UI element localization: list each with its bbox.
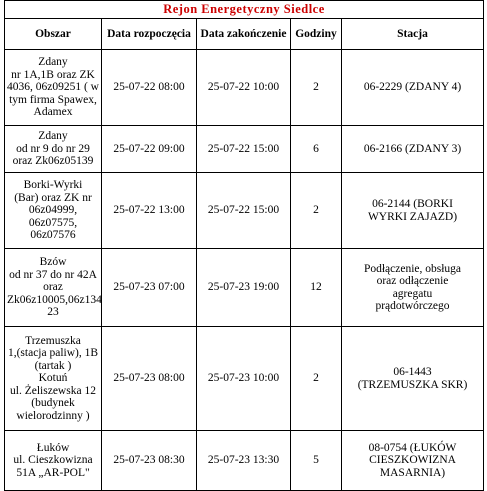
cell-end: 25-07-22 10:00: [197, 50, 291, 126]
cell-start: 25-07-22 08:00: [102, 50, 197, 126]
cell-start: 25-07-23 08:00: [102, 327, 197, 431]
cell-end: 25-07-22 15:00: [197, 173, 291, 249]
outage-table: [4, 0, 484, 491]
cell-station: 06-2166 (ZDANY 3): [342, 126, 484, 173]
cell-area: Borki-Wyrki (Bar) oraz ZK nr 06z04999, 06z07575, 06z07576: [5, 173, 102, 249]
header-start: Data rozpoczęcia: [102, 19, 197, 50]
cell-end: 25-07-23 19:00: [197, 249, 291, 327]
cell-end: 25-07-23 10:00: [197, 327, 291, 431]
cell-start: 25-07-23 07:00: [102, 249, 197, 327]
table-row: [5, 327, 484, 431]
cell-start: 25-07-23 08:30: [102, 431, 197, 491]
cell-area: Łuków ul. Cieszkowizna 51A „AR-POL": [5, 431, 102, 491]
title-row: [5, 1, 484, 19]
cell-hours: 2: [291, 327, 342, 431]
cell-hours: 6: [291, 126, 342, 173]
outage-table-container: [4, 0, 483, 491]
cell-hours: 12: [291, 249, 342, 327]
cell-end: 25-07-22 15:00: [197, 126, 291, 173]
table-row: [5, 50, 484, 126]
cell-hours: 2: [291, 50, 342, 126]
table-title: Rejon Energetyczny Siedlce: [5, 1, 484, 19]
cell-area: Zdany nr 1A,1B oraz ZK 4036, 06z09251 ( w tym firma Spawex, Adamex: [5, 50, 102, 126]
cell-station: 08-0754 (ŁUKÓW CIESZKOWIZNA MASARNIA): [342, 431, 484, 491]
cell-station: 06-2144 (BORKI WYRKI ZAJAZD): [342, 173, 484, 249]
cell-station: 06-1443 (TRZEMUSZKA SKR): [342, 327, 484, 431]
cell-start: 25-07-22 13:00: [102, 173, 197, 249]
header-row: [5, 19, 484, 50]
cell-end: 25-07-23 13:30: [197, 431, 291, 491]
cell-area: Bzów od nr 37 do nr 42A oraz Zk06z10005,06z134 23: [5, 249, 102, 327]
header-area: Obszar: [5, 19, 102, 50]
cell-hours: 5: [291, 431, 342, 491]
cell-start: 25-07-22 09:00: [102, 126, 197, 173]
cell-station: Podłączenie, obsługa oraz odłączenie agregatu prądotwórczego: [342, 249, 484, 327]
cell-hours: 2: [291, 173, 342, 249]
cell-station: 06-2229 (ZDANY 4): [342, 50, 484, 126]
header-end: Data zakończenie: [197, 19, 291, 50]
cell-area: Trzemuszka 1,(stacja paliw), 1B (tartak ) Kotuń ul. Żeliszewska 12 (budynek wielorodzinny ): [5, 327, 102, 431]
header-hours: Godziny: [291, 19, 342, 50]
table-row: [5, 126, 484, 173]
table-row: [5, 249, 484, 327]
header-station: Stacja: [342, 19, 484, 50]
table-row: [5, 431, 484, 491]
table-row: [5, 173, 484, 249]
cell-area: Zdany od nr 9 do nr 29 oraz Zk06z05139: [5, 126, 102, 173]
